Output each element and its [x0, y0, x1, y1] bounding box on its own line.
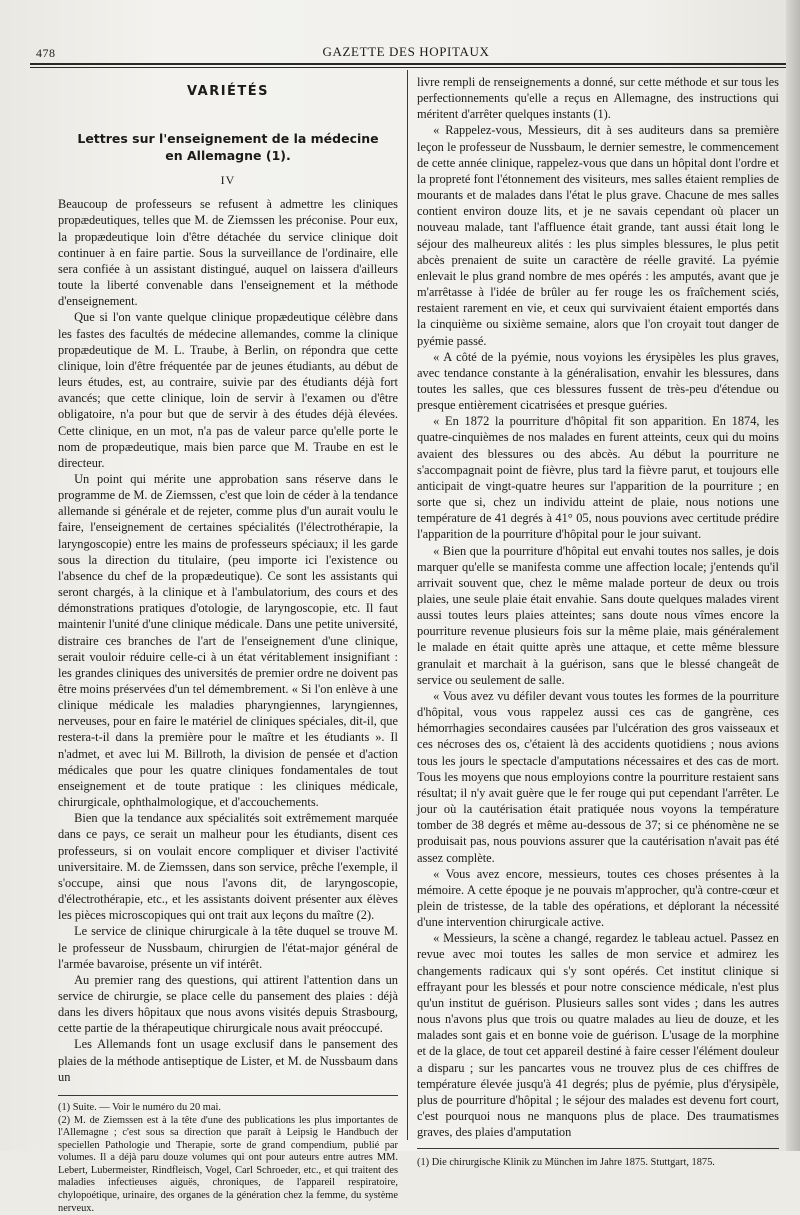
paragraph: « Messieurs, la scène a changé, regardez le tableau actuel. Passez en revue avec moi toutes les salles de mon service et admirez les changements radicaux qui s'y sont opérés. Cet institut clinique si effrayant pour les blessés et pour notre conscience médicale, n'est plus qu'un institut de guérison. Plusieurs salles sont vides ; dans les autres nous n'avons plus que trois ou quatre malades au lieu de douze, et les malades sont gais et en bonne voie de guérison. L'usage de la morphine et de la glace, de tout cet appareil destiné à faire cesser l'élément douleur a disparu ; sur les pancartes vous ne trouvez plus de ces chiffres de température élevée jusqu'à 41 degrés; plus de pyémie, plus d'érysipèle, plus de pourriture d'hôpital ; le séjour des malades est devenu fort court, c'est pourquoi nous ne manquons plus de place. Des traumatismes graves, des plaies d'amputation — [417, 930, 779, 1140]
footnote-rule — [58, 1095, 398, 1096]
part-number: IV — [58, 172, 398, 188]
paragraph: « Vous avez vu défiler devant vous toutes les formes de la pourriture d'hôpital, vous vous rappelez aussi ces cas de gangrène, ces hémorrhagies secondaires causées par l'ulcération des gros vaisseaux et ces nécroses des os, c'étaient là des accidents quotidiens ; nous avions tous les jours le spectacle d'amputations nécessaires et des cas de mort. Tous les moyens que nous employions contre la pourriture restaient sans résultat; il n'y avait guère que le fer rouge qui put cependant l'arrêter. Le jour où la cautérisation était pratiquée nous voyons la température tomber de 38 degrés et même au-dessous de 37; si ce phénomène ne se produisait pas, nous pouvions assurer que la cautérisation n'avait pas été assez complète. — [417, 688, 779, 866]
header-rule — [30, 63, 788, 65]
page-number: 478 — [36, 46, 56, 61]
column-divider — [407, 70, 408, 1140]
footnote: (1) Die chirurgische Klinik zu München im Jahre 1875. Stuttgart, 1875. — [417, 1157, 779, 1170]
footnote: (2) M. de Ziemssen est à la tête d'une des publications les plus importantes de l'Allemagne ; c'est sous sa direction que paraît à Leipsig le Handbuch der speciellen Pathologie und Therapie, sorte de grand compendium, publié par volumes. Il a déjà paru douze volumes qui ont pour auteurs entre autres MM. Lebert, Lubermeister, Rindfleisch, Vogel, Carl Schroeder, etc., et qui traitent des maladies infectieuses aiguës, chroniques, de l'appareil respiratoire, chylopoétique, urinaire, des organes de la génération chez la femme, du système nerveux. — [58, 1115, 398, 1215]
running-title: GAZETTE DES HOPITAUX — [30, 44, 782, 60]
page-edge-shadow — [786, 0, 800, 1151]
paragraph: « Vous avez encore, messieurs, toutes ces choses présentes à la mémoire. A cette époque je ne pouvais m'approcher, qu'à contre-cœur et plein de tristesse, de la table des opérations, et déplorant la nécessité d'une intervention chirurgicale active. — [417, 866, 779, 931]
paragraph: livre rempli de renseignements a donné, sur cette méthode et sur tous les perfectionnements qu'elle a reçus en Allemagne, des instructions qui méritent d'arrêter quelques instants (1). — [417, 74, 779, 122]
footnote-rule — [417, 1148, 779, 1149]
footnote: (1) Suite. — Voir le numéro du 20 mai. — [58, 1102, 398, 1115]
header-rule-thin — [30, 67, 788, 68]
paragraph: Un point qui mérite une approbation sans réserve dans le programme de M. de Ziemssen, c'est que loin de céder à la tendance allemande si générale et de rejeter, comme plus d'un aurait voulu le faire, l'enseignement de certaines spécialités (l'électrothérapie, la laryngoscopie) entre les mains de professeurs spéciaux; il les garde sous la direction du titulaire, (peu importe ici l'existence ou l'absence du chef de la propædeutique). Ce sont les assistants qui seront chargés, à la clinique et à l'ambulatorium, des cours et des démonstrations pratiques d'otologie, de laryngoscopie, etc. Il faut maintenir l'unité d'une clinique médicale. Dans une petite université, distraire ces branches de l'art de l'enseignement d'une clinique, serait vouloir réduire celle-ci à un état véritablement insignifiant : les grandes cliniques des universités de premier ordre ne doivent pas être moins préservées d'un tel démembrement. « Si l'on enlève à une clinique médicale les maladies pharyngiennes, laryngiennes, nerveuses, pour en faire le matériel de cliniques spéciales, dit-il, que restera-t-il dans la première pour le maître et les étudiants ». Il n'admet, et avec lui M. Billroth, la division de pensée et d'action médicales que pour les quatre cliniques fondamentales de tout enseignement et de toute pratique : les cliniques médicale, chirurgicale, ophthalmologique, et d'accouchements. — [58, 471, 398, 810]
paragraph: Bien que la tendance aux spécialités soit extrêmement marquée dans ce pays, ce serait un malheur pour les étudiants, disent ces professeurs, si on voulait encore compliquer et diviser l'activité universitaire. M. de Ziemssen, dans son service, prêche l'exemple, il s'occupe, ainsi que nous l'avons dit, de laryngoscopie, d'électrothérapie, etc., et les assistants doivent présenter aux élèves les pièces microscopiques qui ont trait aux leçons du maître (2). — [58, 810, 398, 923]
page-header — [30, 38, 782, 60]
paragraph: Les Allemands font un usage exclusif dans le pansement des plaies de la méthode antiseptique de Lister, et M. de Nussbaum dans un — [58, 1036, 398, 1084]
paragraph: Beaucoup de professeurs se refusent à admettre les cliniques propædeutiques, telles que M. de Ziemssen les préconise. Pour eux, la propædeutique loin d'être détachée du service clinique doit continuer à en faire partie. Sous la surveillance de l'ordinaire, elle sera confiée à un assistant distingué, auquel on laissera d'ailleurs toute la liberté convenable dans l'enseignement et la méthode d'enseignement. — [58, 196, 398, 309]
left-column — [58, 74, 398, 1215]
section-title: VARIÉTÉS — [58, 84, 398, 100]
paragraph: « Bien que la pourriture d'hôpital eut envahi toutes nos salles, je dois marquer qu'elle se manifesta comme une affection locale; j'entends qu'il arrivait souvent que, chez le même malade porteur de deux ou trois plaies, une seule plaie était envahie. Sans doute quelques malades virent aussi toutes leurs plaies atteintes; sans doute nous vîmes encore la pourriture revenue plusieurs fois sur la même plaie, mais généralement le malade en était quitte après une attaque, et cette même blessure granulait et marchait à la guérison, sans que le blessé changeât de service ou seulement de salle. — [417, 543, 779, 688]
paragraph: Au premier rang des questions, qui attirent l'attention dans un service de chirurgie, se place celle du pansement des plaies : déjà dans les divers hôpitaux que nous avons visités depuis Strasbourg, cette partie de la thérapeutique chirurgicale nous avait préoccupé. — [58, 972, 398, 1037]
paragraph: « Rappelez-vous, Messieurs, dit à ses auditeurs dans sa première leçon le professeur de Nussbaum, le dernier semestre, le commencement de cette année clinique, rappelez-vous que dans un hôpital dont l'ordre et la propreté font l'étonnement des visiteurs, mes salles étaient remplies de mourants et de malades dans l'état le plus grave. Chacune de mes salles contient environ douze lits, et je ne savais cependant où placer un nouveau malade, tant l'affluence était grande, tant aussi était long le séjour des malheureux alités : les plus simples blessures, le plus petit abcès prenaient de suite un caractère de réelle gravité. La pyémie enlevait le plus grand nombre de mes opérés : les amputés, avant que je m'arrêtasse à l'idée de brûler au fer rouge les os fraîchement sciés, restaient rarement en vie, et ceux qui survivaient étaient emportés dans la cinquième ou sixième semaine, alors que l'on croyait tout danger de pyémie passé. — [417, 122, 779, 348]
right-column — [417, 74, 779, 1170]
paragraph: Le service de clinique chirurgicale à la tête duquel se trouve M. le professeur de Nussbaum, chirurgien de l'état-major général de l'armée bavaroise, présente un vif intérêt. — [58, 923, 398, 971]
paragraph: Que si l'on vante quelque clinique propædeutique célèbre dans les fastes des facultés de médecine allemandes, comme la clinique propædeutique de M. L. Traube, à Berlin, on répondra que cette clinique, loin d'être fréquentée par de jeunes étudiants, au début de leurs études, est, au contraire, suivie par des étudiants déjà fort avancés; que cette clinique, loin de servir à l'examen ou d'être obligatoire, n'a pour but que de servir à des études déjà élevées. Cette clinique, en un mot, n'a pas de valeur parce qu'elle porte le nom de propædeutique, mais bien parce que M. Traube en est le directeur. — [58, 309, 398, 471]
paragraph: « En 1872 la pourriture d'hôpital fit son apparition. En 1874, les quatre-cinquièmes de nos malades en furent atteints, ceux qui du moins avaient des blessures ou des abcès. Au début la pourriture ne s'accompagnait point de fièvre, plus tard la fièvre parut, et toujours elle anticipait de vingt-quatre heures sur l'apparition de la pourriture ; en sorte que si, chez un individu atteint de plaie, nous notions une température de 41 degrés à 41° 05, nous pouvions avec certitude prédire l'apparition de la pourriture d'hôpital pour le jour suivant. — [417, 413, 779, 542]
article-title: Lettres sur l'enseignement de la médecine en Allemagne (1). — [74, 130, 382, 164]
paragraph: « A côté de la pyémie, nous voyions les érysipèles les plus graves, avec tendance constante à la généralisation, envahir les blessures, dans toutes les salles, que ces blessures fussent de très-peu d'étendue ou presque entièrement cicatrisées et presque guéries. — [417, 349, 779, 414]
